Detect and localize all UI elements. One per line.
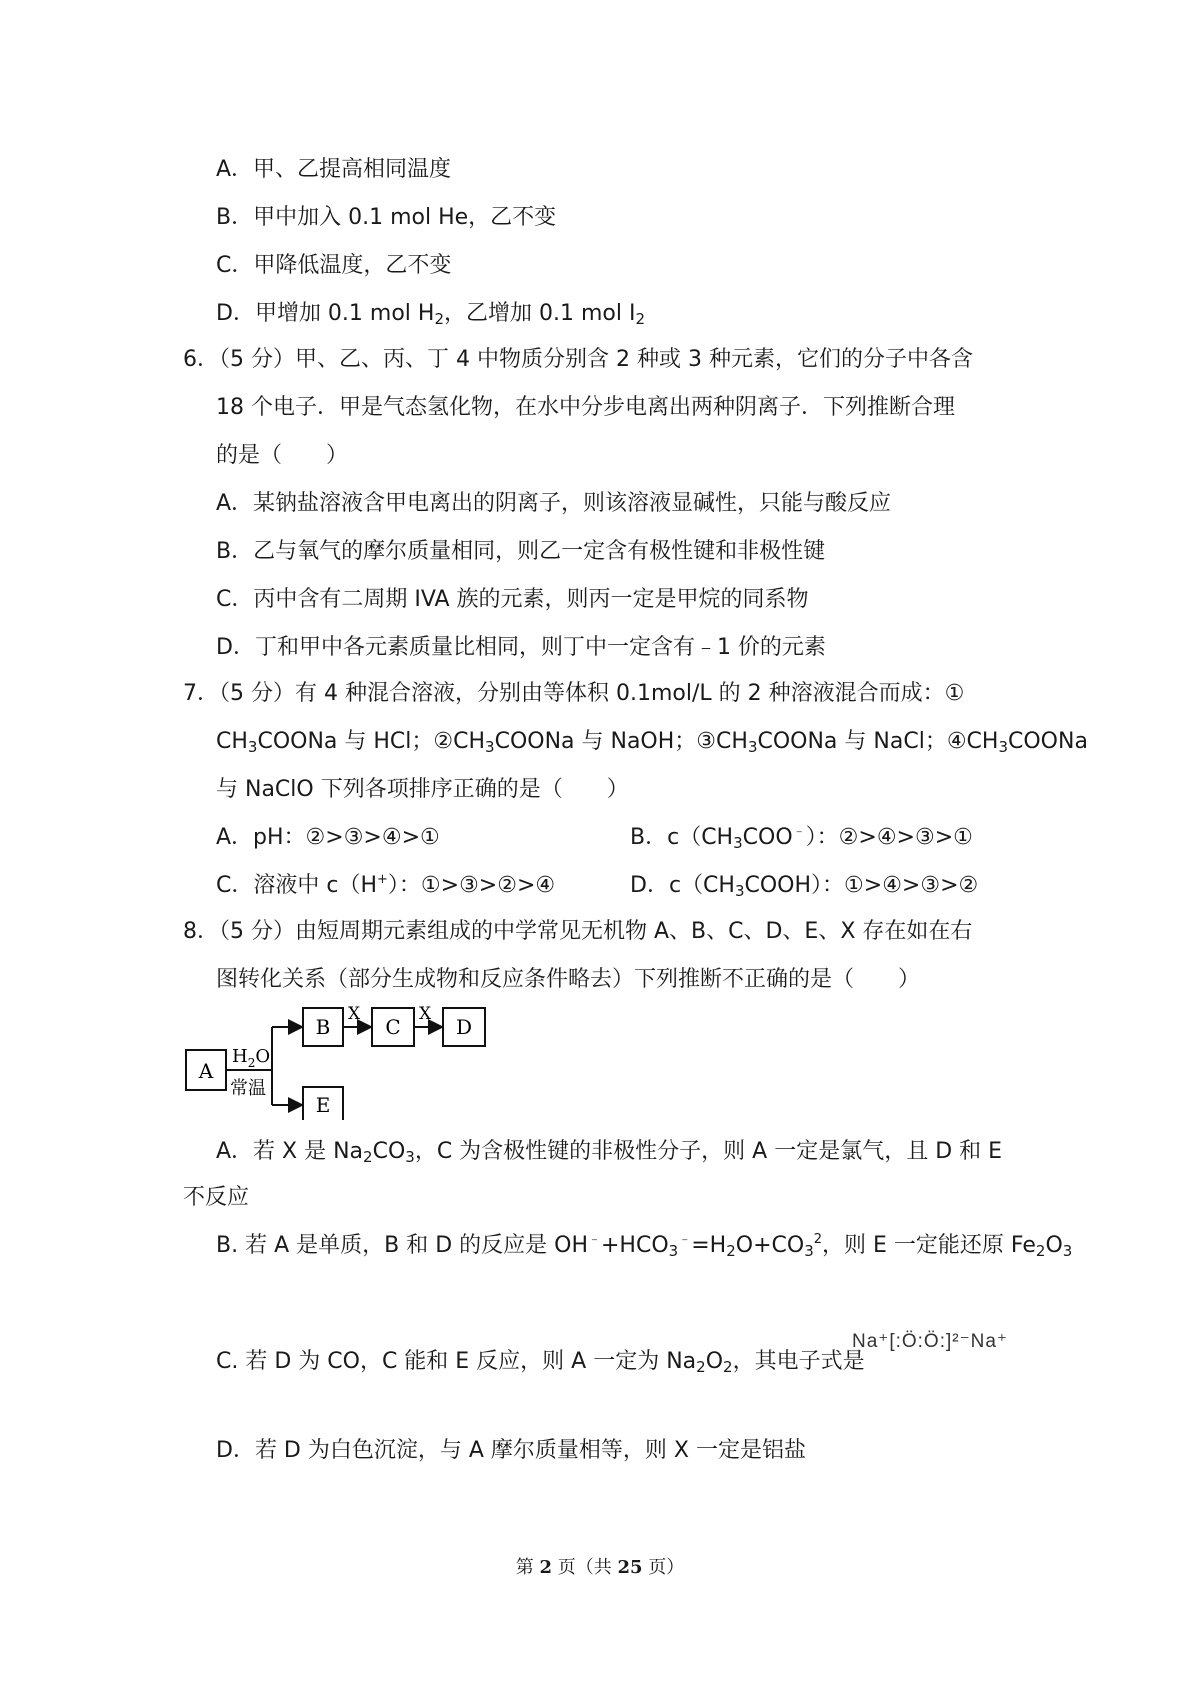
q5-option-b: B．甲中加入 0.1 mol He，乙不变 [216,205,557,230]
electron-formula-image: Na⁺[:Ö:Ö:]²⁻Na⁺ [852,1331,1008,1352]
q6-stem-line-2: 18 个电子．甲是气态氢化物，在水中分步电离出两种阴离子．下列推断合理 [216,395,955,420]
q6-option-a: A．某钠盐溶液含甲电离出的阴离子，则该溶液显碱性，只能与酸反应 [216,491,892,516]
q8-option-a: A．若 X 是 $Na_2CO_3$，C 为含极性键的非极性分子，则 A 一定是氯气，且 D 和 E [216,1139,1003,1166]
q7-option-d: D．$c(CH_3COOH)$：①>④>③>② [630,873,979,900]
label-b: B [315,1015,331,1039]
q8-option-a-cont: 不反应 [183,1185,250,1210]
q5-option-a: A．甲、乙提高相同温度 [216,157,452,182]
q6-option-b: B．乙与氧气的摩尔质量相同，则乙一定含有极性键和非极性键 [216,539,826,564]
page-footer: 第 2 页（共 25 页） [515,1557,685,1578]
reaction-diagram [180,1005,500,1120]
q6-option-d: D．丁和甲中各元素质量比相同，则丁中一定含有﹣1 价的元素 [216,635,826,660]
q5-option-c: C．甲降低温度，乙不变 [216,253,452,278]
label-d: D [455,1015,473,1039]
q7-stem-line-1: 7．（5 分）有 4 种混合溶液，分别由等体积 0.1mol/L 的 2 种溶液混合而成：① [183,681,965,706]
q8-stem-line-2: 图转化关系（部分生成物和反应条件略去）下列推断不正确的是（ ） [216,967,921,992]
label-a: A [198,1059,214,1083]
q7-stem-line-2: $CH_3COONa$ 与 HCl；$②CH_3COONa$ 与 NaOH；$③CH_3COONa$ 与 NaCl；$④CH_3COONa$ [216,729,1088,756]
q7-option-a: A．pH：②>③>④>① [216,825,440,850]
q6-stem-line-3: 的是（ ） [216,443,349,468]
q7-option-c: C．溶液中 c（H+）：①>③>②>④ [216,872,556,898]
label-x-1: X [348,1005,361,1024]
q8-stem-line-1: 8．（5 分）由短周期元素组成的中学常见无机物 A、B、C、D、E、X 存在如在右 [183,919,973,944]
q7-stem-line-3: 与 NaClO 下列各项排序正确的是（ ） [216,777,629,802]
label-x-2: X [419,1005,432,1024]
label-c: C [385,1015,401,1039]
q5-option-d: D．甲增加 0.1 mol $H_2$，乙增加 0.1 mol $I_2$ [216,301,646,328]
q8-option-b: B. 若 A 是单质，B 和 D 的反应是 $OH^﹣+HCO_3^﹣=H_2O+CO_3^2$，则 E 一定能还原 $Fe_2O_3$ [216,1232,1073,1260]
q8-option-c: C. 若 D 为 CO，C 能和 E 反应，则 A 一定为 $Na_2O_2$，其电子式是 [216,1349,865,1376]
label-e: E [315,1093,331,1117]
q8-option-d: D．若 D 为白色沉淀，与 A 摩尔质量相等，则 X 一定是铝盐 [216,1438,806,1463]
label-water: $H_2O$ [232,1046,271,1070]
label-condition: 常温 [230,1078,266,1099]
q6-option-c: C．丙中含有二周期 IVA 族的元素，则丙一定是甲烷的同系物 [216,587,809,612]
q7-option-b: B．$c(CH_3COO^﹣)$：②>④>③>① [630,824,973,852]
q6-stem-line-1: 6．（5 分）甲、乙、丙、丁 4 中物质分别含 2 种或 3 种元素，它们的分子中各含 [183,347,973,372]
